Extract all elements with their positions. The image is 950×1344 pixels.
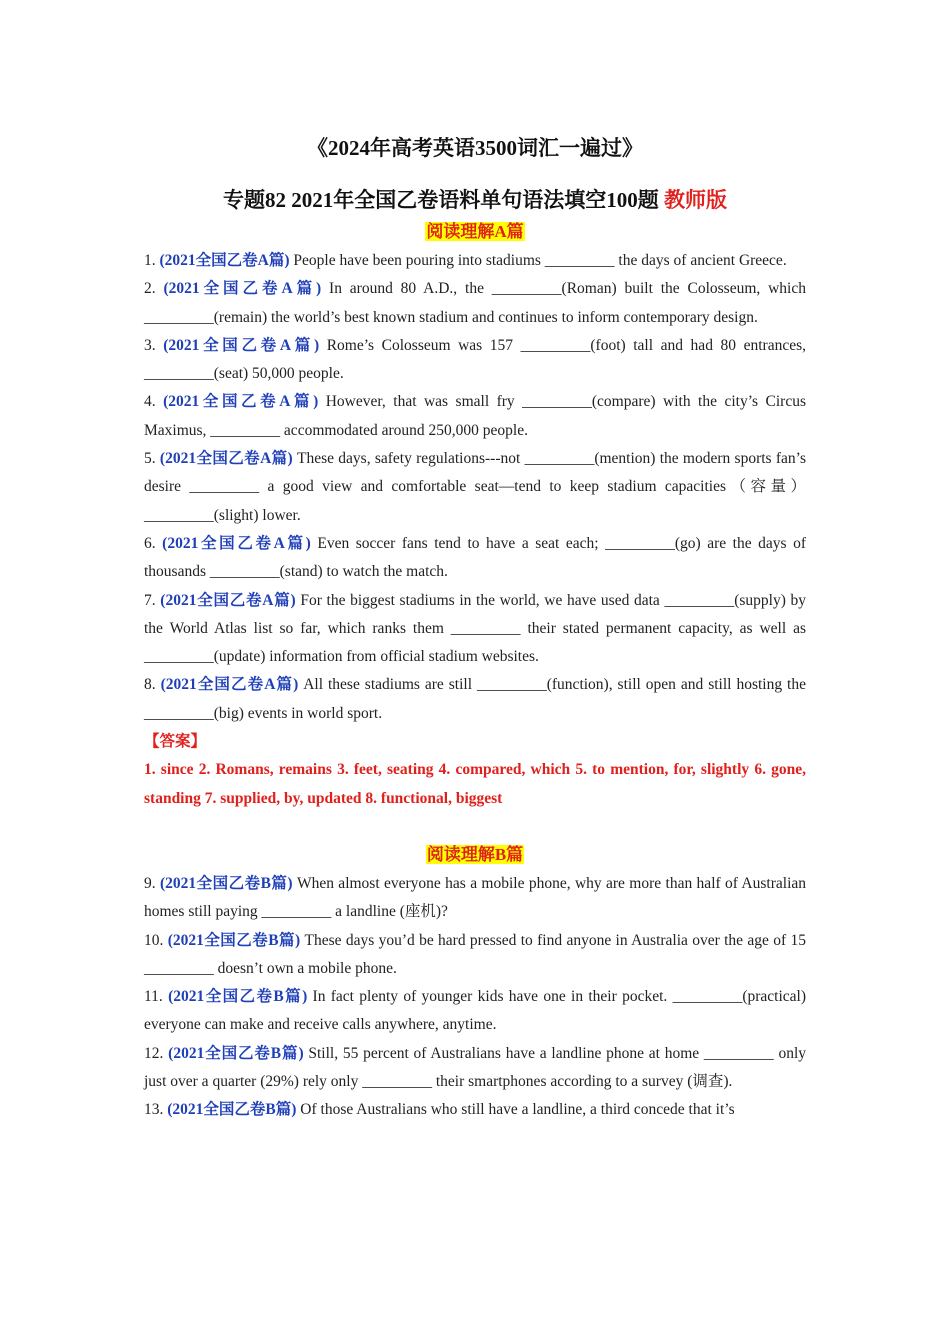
question-source: (2021全国乙卷A篇) — [159, 252, 290, 269]
question-item: 13. (2021全国乙卷B篇) Of those Australians who still have a landline, a third concede that it’s — [144, 1101, 735, 1119]
question-source: (2021全国乙卷A篇) — [159, 450, 293, 468]
question-source: (2021全国乙卷A篇) — [163, 393, 319, 411]
question-source: (2021全国乙卷A篇) — [163, 280, 322, 298]
teacher-edition-tag: 教师版 — [664, 188, 727, 212]
section-spacer — [144, 813, 806, 841]
answer-text: 1. since 2. Romans, remains 3. feet, seating 4. compared, which 5. to mention, for, slightly 6. gone, standing 7. supplied, by, updated 8. functional, biggest — [144, 761, 806, 807]
subtitle-main: 专题82 2021年全国乙卷语料单句语法填空100题 — [223, 188, 664, 212]
document-subtitle — [144, 184, 806, 216]
question-item: 3. (2021全国乙卷A篇) Rome’s Colosseum was 157 _________(foot) tall and had 80 entrances, _________(seat) 50,000 people. — [144, 336, 806, 383]
question-item: 8. (2021全国乙卷A篇) All these stadiums are still _________(function), still open and still hosting the _________(big) events in world sport. — [144, 676, 806, 722]
question-source: (2021全国乙卷B篇) — [160, 874, 293, 892]
question-item: 6. (2021全国乙卷A篇) Even soccer fans tend to have a seat each; _________(go) are the days of thousands _________(stand) to watch the match. — [144, 534, 807, 581]
question-item: 11. (2021全国乙卷B篇) In fact plenty of younger kids have one in their pocket. _________(practical) everyone can make and receive calls anywhere, anytime. — [144, 988, 806, 1034]
question-source: (2021全国乙卷A篇) — [160, 591, 296, 609]
question-item: 5. (2021全国乙卷A篇) These days, safety regulations---not _________(mention) the modern sports fan’s desire _________ a good view and comfortable seat—tend to keep stadium capacities（容量）_________(slight) lower. — [144, 450, 806, 524]
question-item: 2. (2021全国乙卷A篇) In around 80 A.D., the _________(Roman) built the Colosseum, which _________(remain) the world’s best known stadium and continues to inform contemporary design. — [144, 280, 806, 326]
question-source: (2021全国乙卷A篇) — [160, 676, 299, 694]
question-item: 4. (2021全国乙卷A篇) However, that was small fry _________(compare) with the city’s Circus Maximus, _________ accommodated around 250,000 people. — [144, 393, 806, 439]
document-content — [144, 132, 806, 1125]
question-item: 10. (2021全国乙卷B篇) These days you’d be hard pressed to find anyone in Australia over the age of 15 _________ doesn’t own a mobile phone. — [144, 931, 807, 977]
document-title: 《2024年高考英语3500词汇一遍过》 — [307, 136, 643, 160]
question-item: 12. (2021全国乙卷B篇) Still, 55 percent of Australians have a landline phone at home _________ only just over a quarter (29%) rely only _________ their smartphones according to a survey (调查). — [144, 1044, 807, 1091]
section-heading-b: 阅读理解B篇 — [426, 844, 524, 864]
question-item: 9. (2021全国乙卷B篇) When almost everyone has a mobile phone, why are more than half of Australian homes still paying _________ a landline (座机)? — [144, 874, 807, 921]
question-source: (2021全国乙卷A篇) — [163, 336, 320, 354]
answer-label: 【答案】 — [144, 733, 207, 751]
question-source: (2021全国乙卷A篇) — [162, 534, 311, 552]
section-heading-a: 阅读理解A篇 — [426, 222, 524, 241]
question-source: (2021全国乙卷B篇) — [168, 1044, 304, 1062]
question-source: (2021全国乙卷B篇) — [168, 988, 308, 1006]
question-source: (2021全国乙卷B篇) — [167, 1101, 297, 1119]
question-item: 7. (2021全国乙卷A篇) For the biggest stadiums in the world, we have used data _________(supply) by the World Atlas list so far, which ranks them _________ their stated permanent capacity, as well as _________(update) information from official stadium websites. — [144, 591, 806, 666]
question-item: 1. (2021全国乙卷A篇) People have been pouring into stadiums _________ the days of ancient Greece. — [144, 252, 787, 269]
question-source: (2021全国乙卷B篇) — [167, 931, 301, 949]
